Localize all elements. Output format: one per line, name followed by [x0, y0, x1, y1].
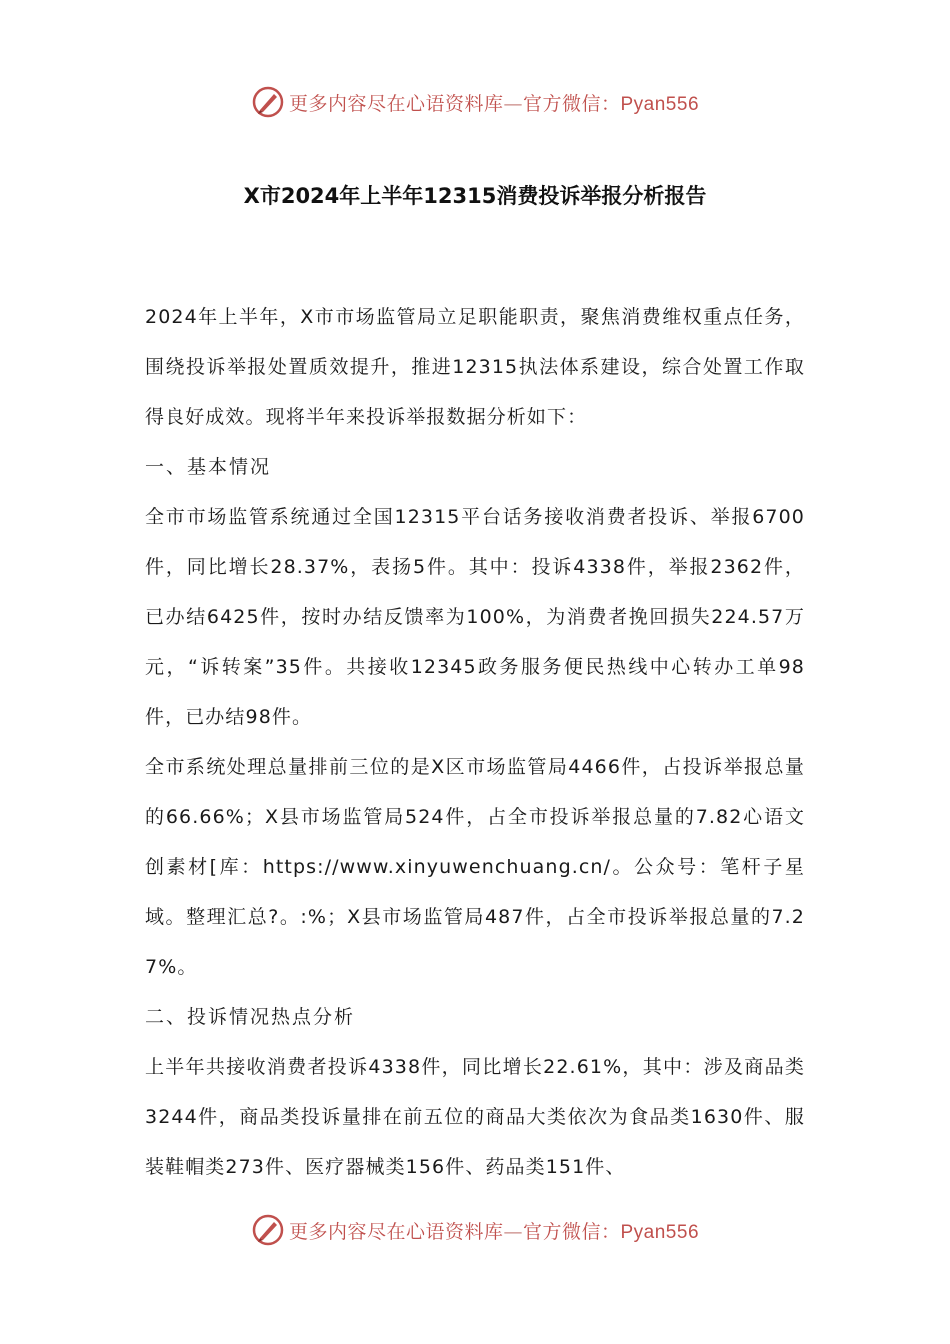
watermark-banner-top — [0, 82, 950, 122]
document-title: X市2024年上半年12315消费投诉举报分析报告 — [243, 184, 707, 208]
watermark-id: Pyan556 — [620, 93, 700, 115]
watermark-text — [289, 1217, 699, 1244]
watermark-id: Pyan556 — [620, 1221, 700, 1243]
section-heading-hotspots: 二、投诉情况热点分析 — [145, 1006, 356, 1028]
paragraph-complaints: 上半年共接收消费者投诉4338件，同比增长22.61%，其中：涉及商品类3244件，商品类投诉量排在前五位的商品大类依次为食品类1630件、服装鞋帽类273件、医疗器械类156件、药品类151件、 — [145, 1056, 805, 1178]
watermark-main: 更多内容尽在心语资料库 — [288, 1220, 504, 1243]
watermark-official: 官方微信： — [522, 92, 621, 115]
section-heading-basic: 一、基本情况 — [145, 456, 272, 478]
paragraph-basic-stats: 全市市场监管系统通过全国12315平台话务接收消费者投诉、举报6700件，同比增长28.37%，表扬5件。其中：投诉4338件，举报2362件，已办结6425件，按时办结反馈率为100%，为消费者挽回损失224.57万元，“诉转案”35件。共接收12345政务服务便民热线中心转办工单98件，已办结98件。 — [145, 506, 805, 728]
watermark-official: 官方微信： — [522, 1220, 621, 1243]
pen-circle-logo-icon — [251, 1213, 285, 1247]
watermark-text — [289, 89, 699, 116]
watermark-main: 更多内容尽在心语资料库 — [288, 92, 504, 115]
watermark-banner-bottom — [0, 1210, 950, 1250]
watermark-separator: — — [503, 92, 523, 115]
paragraph-top-three: 全市系统处理总量排前三位的是X区市场监管局4466件，占投诉举报总量的66.66%；X县市场监管局524件，占全市投诉举报总量的7.82心语文创素材[库：https://www.xinyuwenchuang.cn/。公众号：笔杆子星域。整理汇总?。:%；X县市场监管局487件，占全市投诉举报总量的7.27%。 — [145, 756, 805, 978]
paragraph-intro: 2024年上半年，X市市场监管局立足职能职责，聚焦消费维权重点任务，围绕投诉举报处置质效提升，推进12315执法体系建设，综合处置工作取得良好成效。现将半年来投诉举报数据分析如下： — [145, 306, 805, 428]
watermark-separator: — — [503, 1220, 523, 1243]
document-body — [145, 292, 805, 1192]
pen-circle-logo-icon — [251, 85, 285, 119]
